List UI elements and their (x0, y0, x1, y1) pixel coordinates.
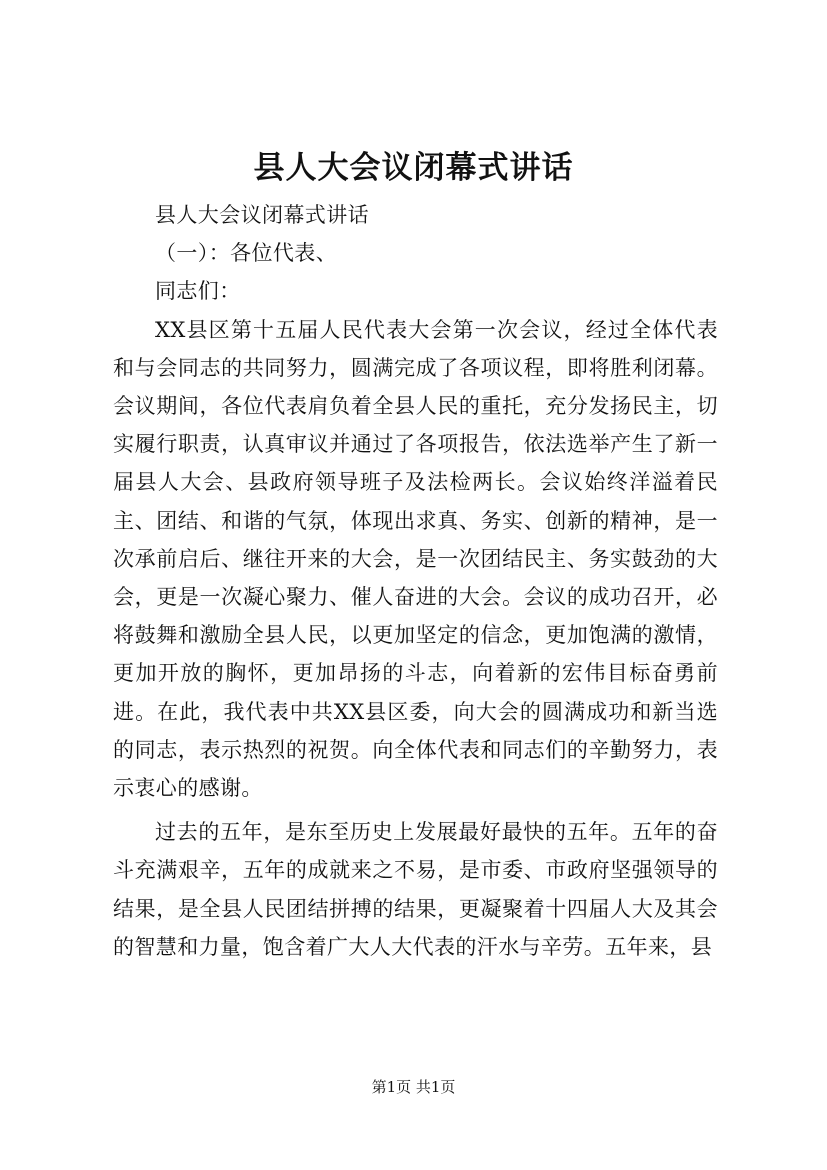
page-footer: 第1页 共1页 (371, 1078, 456, 1096)
paragraph-salutation: 同志们： (155, 279, 241, 304)
document-body (113, 196, 718, 966)
paragraph-body-2: 过去的五年，是东至历史上发展最好最快的五年。五年的奋斗充满艰辛，五年的成就来之不易，是市委、市政府坚强领导的结果，是全县人民团结拼搏的结果，更凝聚着十四届人大及其会的智慧和力量，饱含着广大人大代表的汗水与辛劳。五年来，县 (113, 820, 718, 959)
document-title: 县人大会议闭幕式讲话 (253, 150, 574, 186)
paragraph-body-1: XX县区第十五届人民代表大会第一次会议，经过全体代表和与会同志的共同努力，圆满完成了各项议程，即将胜利闭幕。会议期间，各位代表肩负着全县人民的重托，充分发扬民主，切实履行职责，认真审议并通过了各项报告，依法选举产生了新一届县人大会、县政府领导班子及法检两长。会议始终洋溢着民主、团结、和谐的气氛，体现出求真、务实、创新的精神，是一次承前启后、继往开来的大会，是一次团结民主、务实鼓劲的大会，更是一次凝心聚力、催人奋进的大会。会议的成功召开，必将鼓舞和激励全县人民，以更加坚定的信念，更加饱满的激情，更加开放的胸怀，更加昂扬的斗志，向着新的宏伟目标奋勇前进。在此，我代表中共XX县区委，向大会的圆满成功和新当选的同志，表示热烈的祝贺。向全体代表和同志们的辛勤努力，表示衷心的感谢。 (113, 317, 718, 801)
paragraph-subtitle: 县人大会议闭幕式讲话 (155, 203, 369, 227)
paragraph-section-heading: （一）：各位代表、 (155, 241, 338, 266)
